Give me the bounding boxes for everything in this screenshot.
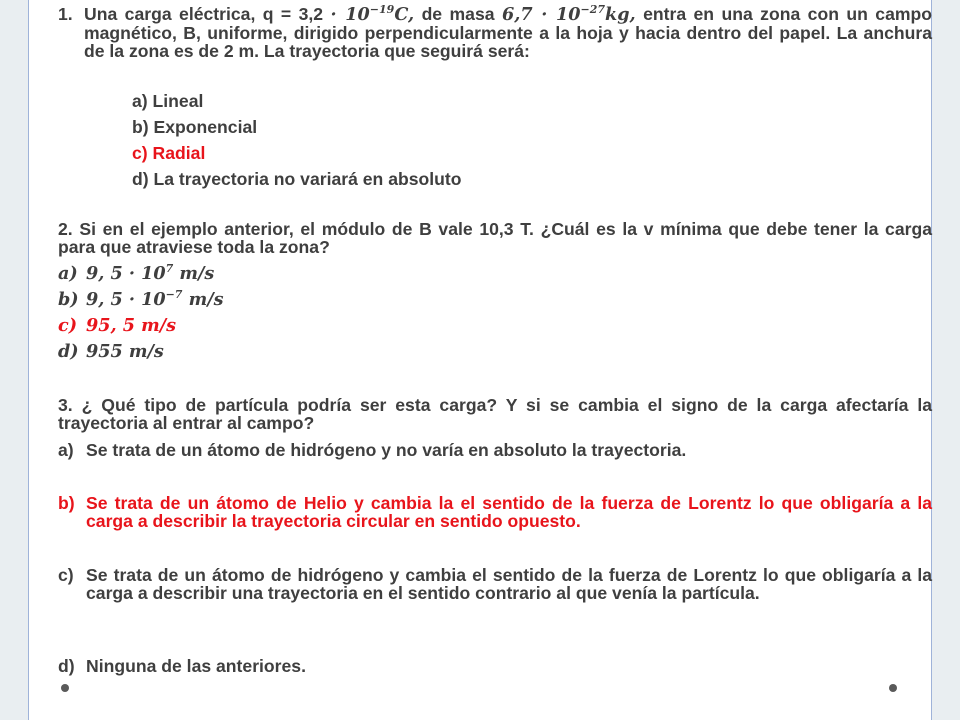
question-1: [58, 5, 932, 60]
bullet-dot-left: [61, 684, 69, 692]
q2-option-c-correct: c) 95, 5 m/s: [58, 315, 177, 336]
q2-option-b: b) 9, $5 \cdot 10^{-7}$ m/s: [58, 288, 224, 310]
q1-option-a: a) Lineal: [132, 91, 204, 111]
question-1-number: 1.: [58, 4, 73, 24]
mass-value: $6,7 \cdot 10^{-27}kg$,: [501, 3, 636, 25]
q3-option-a: a) Se trata de un átomo de hidrógeno y no varía en absoluto la trayectoria.: [58, 440, 687, 460]
question-2-text: 2. Si en el ejemplo anterior, el módulo de B vale 10,3 T. ¿Cuál es la v mínima que debe tener la carga para que atraviese toda la zona?: [58, 219, 932, 257]
q1-option-b: b) Exponencial: [132, 117, 258, 137]
question-1-text: Una carga eléctrica, $q = 3,2 \cdot 10^{-19}C$, de masa $6,7 \cdot 10^{-27}kg$, entra en una zona con un campo magnético, B, uniforme, dirigido perpendicularmente a la hoja y hacia dentro del papel. La anchura de la zona es de 2 m. La trayectoria que seguirá será:: [84, 3, 933, 61]
q3-option-d: d) Ninguna de las anteriores.: [58, 656, 306, 676]
q3-option-b-correct: b) Se trata de un átomo de Helio y cambia la el sentido de la fuerza de Lorentz lo que obligaría a la carga a describir la trayectoria circular en sentido opuesto.: [58, 493, 932, 531]
charge-value: · $10^{-19}C$,: [330, 3, 415, 25]
q1-option-c-correct: c) Radial: [132, 143, 206, 163]
q2-option-a: a) 9, $5 \cdot 10^7$ m/s: [58, 262, 215, 284]
q2-option-d: d) 955 m/s: [58, 341, 164, 362]
q3-option-c: c) Se trata de un átomo de hidrógeno y cambia el sentido de la fuerza de Lorentz lo que obligaría a la carga a describir una trayectoria en el sentido contrario al que venía la partícula.: [58, 565, 932, 603]
q1-option-d: d) La trayectoria no variará en absoluto: [132, 169, 462, 189]
bullet-dot-right: [889, 684, 897, 692]
question-3-text: 3. ¿ Qué tipo de partícula podría ser esta carga? Y si se cambia el signo de la carga afectaría la trayectoria al entrar al campo?: [58, 395, 932, 433]
